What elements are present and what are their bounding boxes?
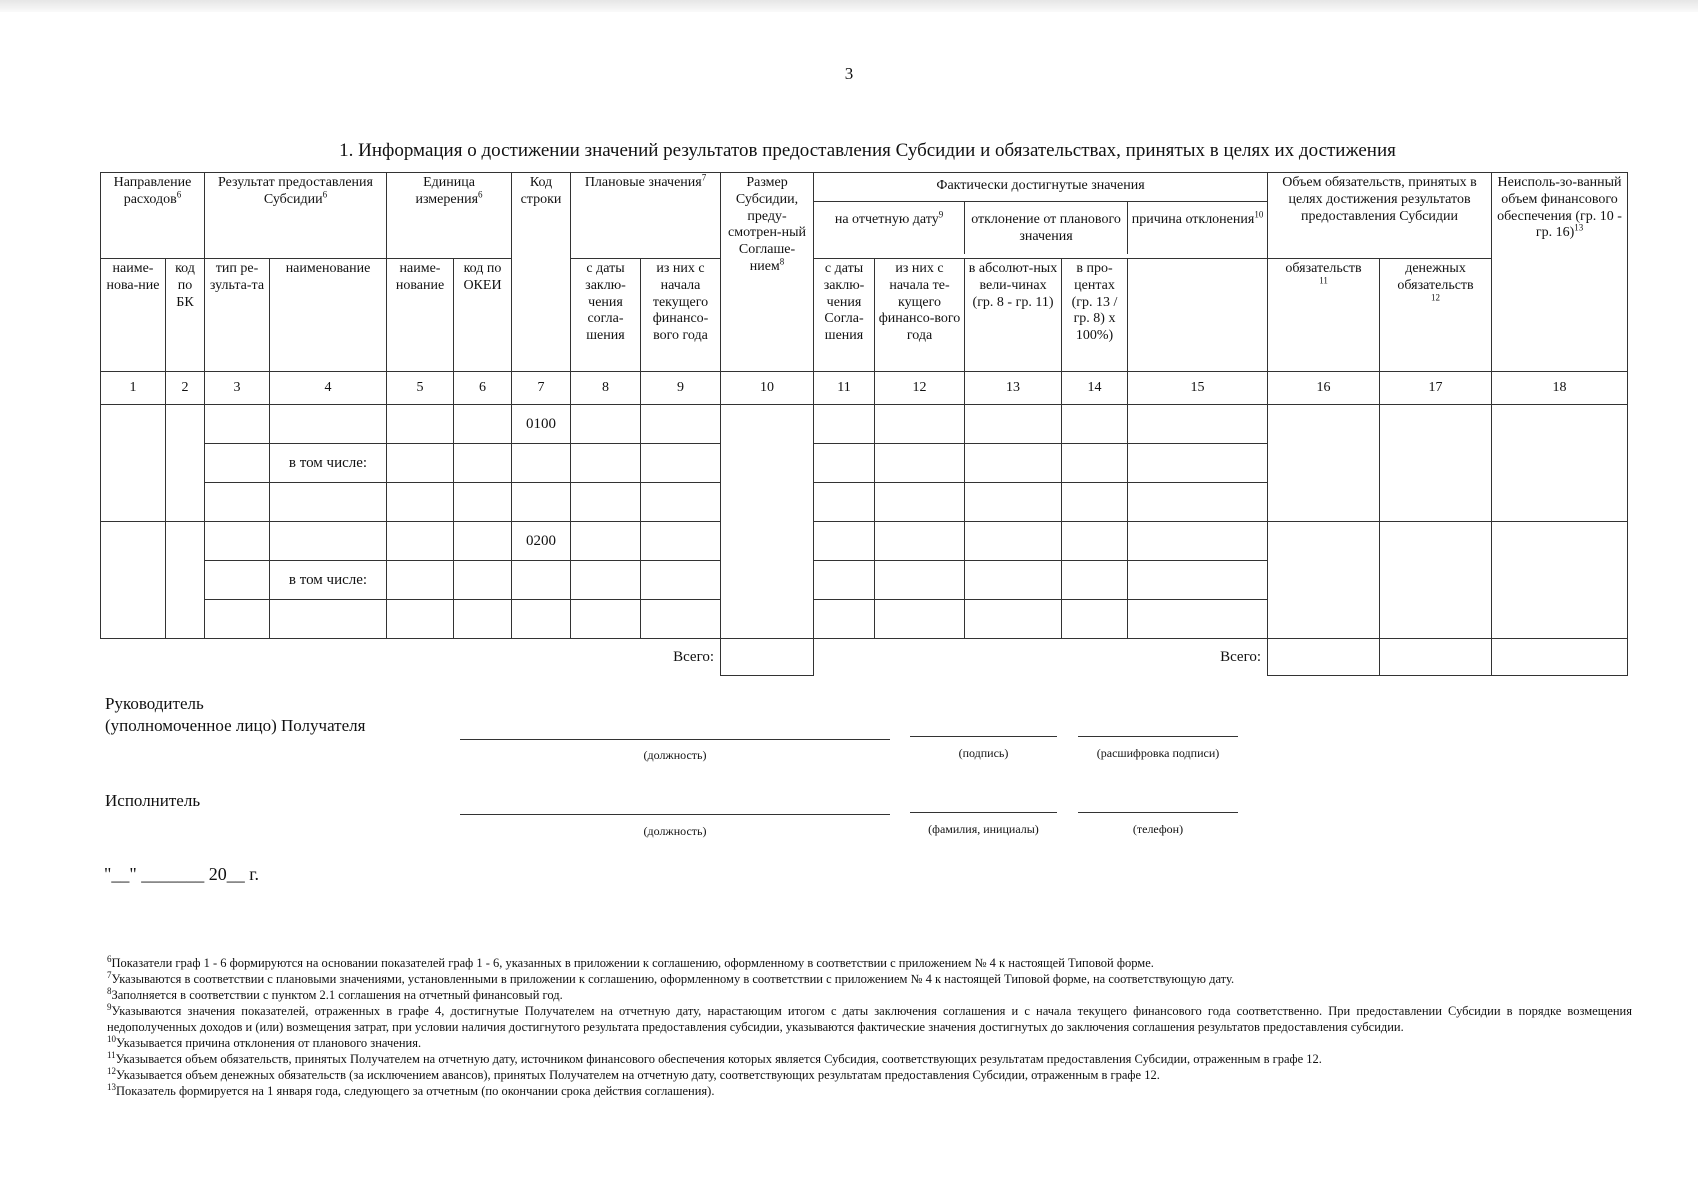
cell[interactable] xyxy=(814,483,875,522)
cell[interactable] xyxy=(1062,405,1128,444)
table-title: 1. Информация о достижении значений результатов предоставления Субсидии и обязательствах, принятых в целях их достижения xyxy=(339,140,1396,161)
header-edinica: Единица измерения$^6$ xyxy=(387,173,512,259)
header-na-otchetnuyu: на отчетную дату$^9$ xyxy=(814,202,965,254)
caption-position-2: (должность) xyxy=(643,824,707,838)
col-num: 7 xyxy=(512,372,571,405)
cell[interactable] xyxy=(387,444,454,483)
cell[interactable] xyxy=(205,522,270,561)
cell[interactable] xyxy=(1268,522,1380,639)
total-cell-16[interactable] xyxy=(1268,639,1380,676)
header-c4: наименование xyxy=(270,259,387,372)
cell[interactable] xyxy=(454,483,512,522)
results-table xyxy=(100,172,1628,676)
cell[interactable] xyxy=(965,522,1062,561)
header-c12: из них с начала те-кущего финансо-вого года xyxy=(875,259,965,372)
caption-signature: (подпись) xyxy=(958,746,1009,760)
position-line-2[interactable] xyxy=(460,814,890,815)
position-line-1[interactable] xyxy=(460,739,890,740)
name-line[interactable] xyxy=(910,812,1057,813)
cell[interactable] xyxy=(205,444,270,483)
header-c2: код по БК xyxy=(166,259,205,372)
row-code: 0100 xyxy=(512,405,571,444)
cell[interactable] xyxy=(1062,522,1128,561)
col-num: 12 xyxy=(875,372,965,405)
header-obem: Объем обязательств, принятых в целях достижения результатов предоставления Субсидии xyxy=(1268,173,1492,259)
col-num: 15 xyxy=(1128,372,1268,405)
caption-decoding: (расшифровка подписи) xyxy=(1096,746,1220,760)
cell[interactable] xyxy=(512,600,571,639)
cell[interactable] xyxy=(965,600,1062,639)
cell[interactable] xyxy=(387,561,454,600)
cell[interactable] xyxy=(1062,600,1128,639)
col-num: 9 xyxy=(641,372,721,405)
cell[interactable] xyxy=(205,405,270,444)
cell[interactable] xyxy=(1062,561,1128,600)
header-c5: наиме-нование xyxy=(387,259,454,372)
footnote: $^{10}$Указывается причина отклонения от планового значения. xyxy=(107,1033,422,1050)
cell[interactable] xyxy=(814,522,875,561)
head-label-1: Руководитель xyxy=(105,694,204,713)
cell[interactable] xyxy=(1128,522,1268,561)
cell[interactable] xyxy=(101,522,166,639)
decoding-line[interactable] xyxy=(1078,736,1238,737)
caption-name: (фамилия, инициалы) xyxy=(928,822,1039,836)
cell[interactable] xyxy=(814,405,875,444)
cell[interactable] xyxy=(875,600,965,639)
cell[interactable] xyxy=(875,561,965,600)
cell[interactable] xyxy=(571,561,641,600)
footnote: $^{11}$Указывается объем обязательств, принятых Получателем на отчетную дату, источником финансового обеспечения которых является Субсидия, соответствующих результатам предоставления Субсидии, отраженным в графе 12. xyxy=(107,1049,1322,1066)
cell[interactable] xyxy=(387,483,454,522)
head-label-2: (уполномоченное лицо) Получателя xyxy=(105,716,366,735)
cell[interactable] xyxy=(875,405,965,444)
cell[interactable] xyxy=(1268,405,1380,522)
cell[interactable] xyxy=(1128,444,1268,483)
cell[interactable] xyxy=(1380,522,1492,639)
header-c8: с даты заклю-чения согла-шения xyxy=(571,259,641,372)
cell[interactable] xyxy=(965,444,1062,483)
cell[interactable] xyxy=(1128,483,1268,522)
executor-label: Исполнитель xyxy=(105,791,201,810)
table-row xyxy=(101,405,1628,444)
header-c9: из них с начала текущего финансо-вого года xyxy=(641,259,721,372)
col-num: 10 xyxy=(721,372,814,405)
cell[interactable] xyxy=(571,444,641,483)
footnote: $^8$Заполняется в соответствии с пунктом 2.1 соглашения на отчетный финансовый год. xyxy=(107,985,563,1002)
signature-line[interactable] xyxy=(910,736,1057,737)
total-cell-17[interactable] xyxy=(1380,639,1492,676)
col-num: 4 xyxy=(270,372,387,405)
cell[interactable] xyxy=(571,522,641,561)
header-napravlenie: Направление расходов$^6$ xyxy=(101,173,205,259)
caption-phone: (телефон) xyxy=(1132,822,1184,836)
cell[interactable] xyxy=(270,600,387,639)
col-num: 16 xyxy=(1268,372,1380,405)
caption-position-1: (должность) xyxy=(643,748,707,762)
total-cell-18[interactable] xyxy=(1492,639,1628,676)
footnote: $^{13}$Показатель формируется на 1 января года, следующего за отчетным (по окончании срока действия соглашения). xyxy=(107,1081,715,1098)
header-neispolz: Неисполь-зо-ванный объем финансового обеспечения (гр. 10 - гр. 16)$^{13}$ xyxy=(1492,173,1628,372)
cell[interactable] xyxy=(166,405,205,522)
cell[interactable] xyxy=(205,600,270,639)
header-c15 xyxy=(1128,259,1268,372)
cell[interactable] xyxy=(205,561,270,600)
cell[interactable] xyxy=(965,561,1062,600)
cell[interactable] xyxy=(571,405,641,444)
cell[interactable] xyxy=(641,444,721,483)
header-fakticheski-title: Фактически достигнутые значения xyxy=(814,173,1267,202)
cell[interactable] xyxy=(270,483,387,522)
cell[interactable] xyxy=(1492,405,1628,522)
table-row xyxy=(101,522,1628,561)
col-num: 11 xyxy=(814,372,875,405)
col-num: 14 xyxy=(1062,372,1128,405)
cell[interactable] xyxy=(1380,405,1492,522)
cell[interactable] xyxy=(641,405,721,444)
cell[interactable] xyxy=(814,444,875,483)
date-line: "__" _______ 20__ г. xyxy=(104,864,260,884)
cell-razmer[interactable] xyxy=(721,405,814,639)
header-planovye: Плановые значения$^7$ xyxy=(571,173,721,259)
header-c1: наиме-нова-ние xyxy=(101,259,166,372)
footnote: $^{12}$Указывается объем денежных обязательств (за исключением авансов), принятых Получателем на отчетную дату, соответствующих результатам предоставления Субсидии, отраженным в графе 12. xyxy=(107,1065,1160,1082)
footnote: $^9$Указываются значения показателей, отраженных в графе 4, достигнутые Получателем на отчетную дату, нарастающим итогом с даты заключения соглашения и с начала текущего финансового года соответственно. При предоставлении Субсидии в порядке возмещения недополученных доходов и (или) возмещения затрат, при условии наличия достигнутого результата предоставления субсидии, указываются фактические значения достигнутых до заключения соглашения результатов предоставления субсидии. xyxy=(107,1001,1632,1034)
header-kod-stroki: Код строки xyxy=(512,173,571,372)
col-num: 5 xyxy=(387,372,454,405)
cell[interactable] xyxy=(512,561,571,600)
cell[interactable] xyxy=(387,522,454,561)
cell[interactable] xyxy=(1062,444,1128,483)
cell[interactable] xyxy=(1062,483,1128,522)
phone-line[interactable] xyxy=(1078,812,1238,813)
cell[interactable] xyxy=(101,405,166,522)
cell[interactable] xyxy=(270,522,387,561)
total-row xyxy=(101,639,1628,676)
header-fakticheski xyxy=(814,173,1268,259)
cell[interactable] xyxy=(875,522,965,561)
cell[interactable] xyxy=(512,483,571,522)
col-num: 13 xyxy=(965,372,1062,405)
header-c3: тип ре-зульта-та xyxy=(205,259,270,372)
cell[interactable] xyxy=(387,405,454,444)
total-label-2: Всего: xyxy=(1220,649,1262,666)
cell[interactable] xyxy=(641,600,721,639)
cell[interactable] xyxy=(875,483,965,522)
cell[interactable] xyxy=(205,483,270,522)
cell[interactable] xyxy=(454,600,512,639)
cell[interactable] xyxy=(454,522,512,561)
cell[interactable] xyxy=(387,600,454,639)
footnote: $^7$Указываются в соответствии с плановыми значениями, установленными в приложении к соглашению, оформленному в соответствии с приложением № 4 к настоящей Типовой форме, на соответствующую дату. xyxy=(107,969,1235,986)
cell[interactable] xyxy=(641,483,721,522)
header-rezultat: Результат предоставления Субсидии$^6$ xyxy=(205,173,387,259)
cell[interactable] xyxy=(1492,522,1628,639)
header-c17: денежных обязательств $^{12}$ xyxy=(1380,259,1492,372)
cell[interactable] xyxy=(454,561,512,600)
cell[interactable] xyxy=(454,405,512,444)
cell[interactable] xyxy=(641,561,721,600)
cell[interactable] xyxy=(965,405,1062,444)
header-c11: с даты заклю-чения Согла-шения xyxy=(814,259,875,372)
cell[interactable] xyxy=(875,444,965,483)
cell[interactable] xyxy=(270,405,387,444)
footnotes xyxy=(107,955,1632,1099)
header-c16: обязательств $^{11}$ xyxy=(1268,259,1380,372)
cell[interactable] xyxy=(454,444,512,483)
cell[interactable] xyxy=(1128,600,1268,639)
total-razmer-cell[interactable] xyxy=(721,639,814,676)
col-num: 1 xyxy=(101,372,166,405)
row-label-v-tom-chisle: в том числе: xyxy=(270,444,387,483)
header-c13: в абсолют-ных вели-чинах (гр. 8 - гр. 11) xyxy=(965,259,1062,372)
cell[interactable] xyxy=(965,483,1062,522)
col-num: 6 xyxy=(454,372,512,405)
header-c14: в про-центах (гр. 13 / гр. 8) х 100%) xyxy=(1062,259,1128,372)
col-num: 17 xyxy=(1380,372,1492,405)
cell[interactable] xyxy=(641,522,721,561)
row-code: 0200 xyxy=(512,522,571,561)
col-num: 3 xyxy=(205,372,270,405)
cell[interactable] xyxy=(571,483,641,522)
total-label-1: Всего: xyxy=(673,649,715,666)
scan-edge xyxy=(0,0,1698,12)
header-otklonenie: отклонение от планового значения xyxy=(965,202,1128,254)
cell[interactable] xyxy=(1128,561,1268,600)
cell[interactable] xyxy=(571,600,641,639)
row-label-v-tom-chisle: в том числе: xyxy=(270,561,387,600)
header-prichina: причина отклонения$^{10}$ xyxy=(1131,209,1264,227)
cell[interactable] xyxy=(512,444,571,483)
cell[interactable] xyxy=(814,600,875,639)
cell[interactable] xyxy=(1128,405,1268,444)
page-number: 3 xyxy=(844,64,854,83)
cell[interactable] xyxy=(166,522,205,639)
cell[interactable] xyxy=(814,561,875,600)
col-num: 18 xyxy=(1492,372,1628,405)
header-c6: код по ОКЕИ xyxy=(454,259,512,372)
col-num: 8 xyxy=(571,372,641,405)
header-razmer: Размер Субсидии, преду-смотрен-ный Соглаше-нием$^8$ xyxy=(721,173,814,372)
col-num: 2 xyxy=(166,372,205,405)
footnote: $^6$Показатели граф 1 - 6 формируются на основании показателей граф 1 - 6, указанных в приложении к соглашению, оформленному в соответствии с приложением № 4 к настоящей Типовой форме. xyxy=(107,953,1154,970)
